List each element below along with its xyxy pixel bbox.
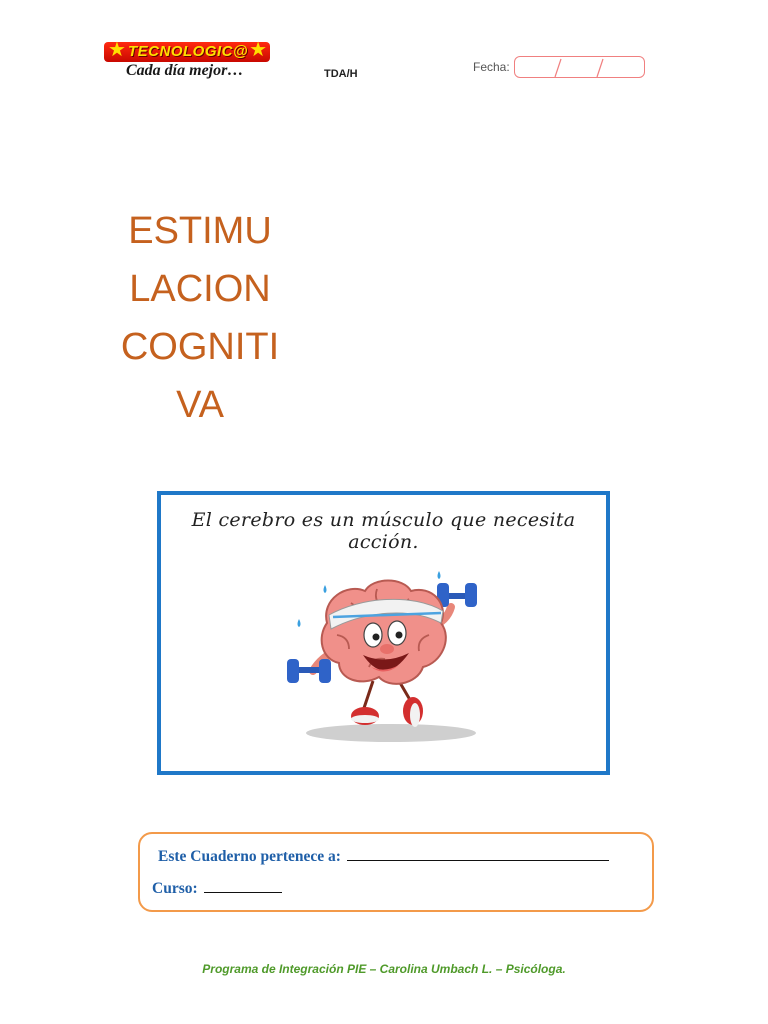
brain-mascot-illustration	[281, 563, 491, 763]
document-code: TDA/H	[324, 68, 358, 80]
title-line: ESTIMU	[128, 210, 272, 252]
owner-name-row	[158, 846, 609, 866]
title-line: COGNITI	[120, 326, 280, 368]
star-icon: ★	[249, 39, 267, 61]
quote-box	[157, 491, 610, 775]
logo-banner	[104, 39, 270, 62]
date-separators	[515, 57, 646, 79]
logo	[104, 39, 270, 86]
owner-name-label: Este Cuaderno pertenece a:	[158, 848, 341, 865]
course-row	[152, 878, 282, 898]
owner-name-field[interactable]	[347, 846, 609, 861]
date-field[interactable]	[514, 56, 645, 78]
course-field[interactable]	[204, 878, 282, 893]
footer-credit: Programa de Integración PIE – Carolina Umbach L. – Psicóloga.	[202, 962, 566, 976]
course-label: Curso:	[152, 880, 198, 897]
quote-text: El cerebro es un músculo que necesita acción.	[191, 509, 576, 553]
logo-slogan: Cada día mejor…	[126, 62, 244, 79]
date-label: Fecha:	[473, 60, 510, 74]
owner-box	[138, 832, 654, 912]
logo-brand: TECNOLOGIC@	[128, 43, 249, 60]
page-title	[110, 202, 290, 434]
title-line: VA	[176, 384, 224, 426]
title-line: LACION	[129, 268, 271, 310]
star-icon: ★	[108, 39, 126, 61]
